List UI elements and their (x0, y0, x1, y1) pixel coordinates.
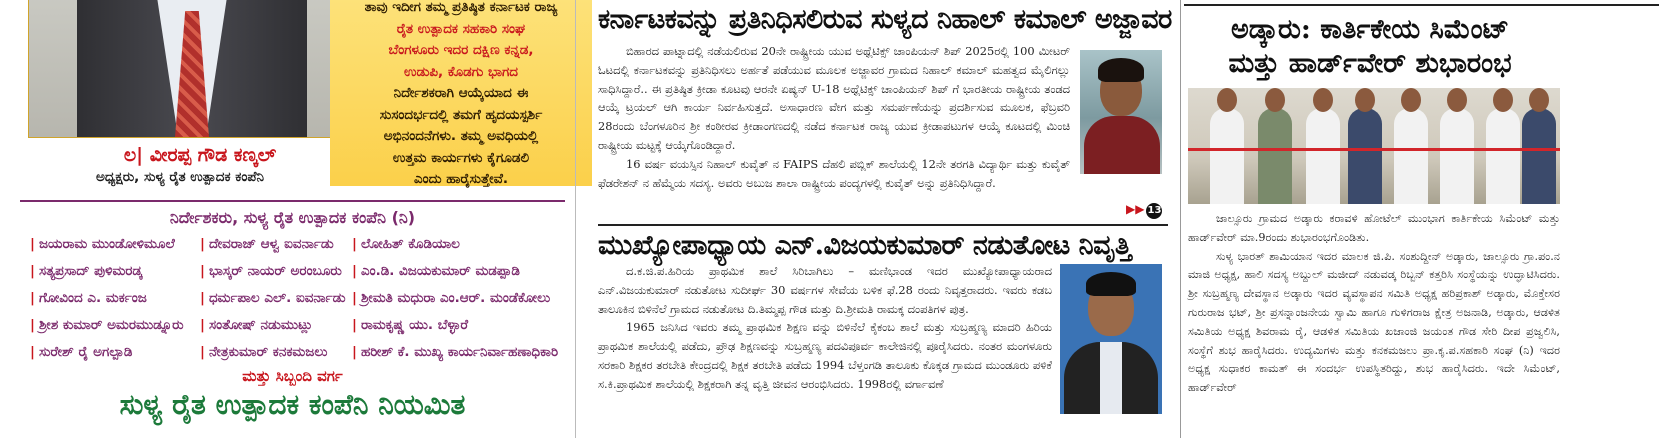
headmaster-photo (1060, 264, 1162, 414)
article-headline: ಮುಖ್ಯೋಪಾಧ್ಯಾಯ ಎನ್.ವಿಜಯಕುಮಾರ್ ನಡುತೋಟ ನಿವೃತ್ತಿ (598, 230, 1131, 261)
director-name: | ಲೋಹಿತ್ ಕೊಡಿಯಾಲ (352, 236, 460, 252)
article-headline: ಅಡ್ಕಾರು: ಕಾರ್ತಿಕೇಯ ಸಿಮೆಂಟ್ (1230, 14, 1510, 45)
article-body (1188, 210, 1560, 398)
director-name: | ಸುರೇಶ್ ರೈ ಅಗಲ್ಪಾಡಿ (30, 344, 132, 360)
company-name: ಸುಳ್ಯ ರೈತ ಉತ್ಪಾದಕ ಕಂಪೆನಿ ನಿಯಮಿತ (119, 388, 466, 421)
greeting-box (330, 0, 592, 186)
column-divider (575, 0, 576, 438)
greeting-line: ಸುಸಂದರ್ಭದಲ್ಲಿ ತಮಗೆ ಹೃದಯಸ್ಪರ್ಶಿ (379, 106, 543, 123)
shop-opening-article (1180, 0, 1661, 438)
article-headline: ಮತ್ತು ಹಾರ್ಡ್‌ವೇರ್ ಶುಭಾರಂಭ (1228, 48, 1512, 79)
article-paragraph: 1965 ಜನಿಸಿದ ಇವರು ತಮ್ಮ ಪ್ರಾಥಮಿಕ ಶಿಕ್ಷಣ ವನ್ನು ಬಿಳಿನೆಲೆ ಕೈಕಂಬ ಶಾಲೆ ಮತ್ತು ಸುಬ್ರಹ್ಮಣ್ಯ ಮಾದರಿ ಹಿರಿಯ ಪ್ರಾಥಮಿಕ ಶಾಲೆಯಲ್ಲಿ ಪಡೆದು, ಪ್ರೌಢ ಶಿಕ್ಷಣವನ್ನು ಸುಬ್ರಹ್ಮಣ್ಯ ಪದವಿಪೂರ್ವ ಕಾಲೇಜಿನಲ್ಲಿ ಪೂರೈಸಿದರು. ನಂತರ ಮಂಗಳೂರು ಸರಕಾರಿ ಶಿಕ್ಷಕರ ತರಬೇತಿ ಕೇಂದ್ರದಲ್ಲಿ ಶಿಕ್ಷಕ ತರಬೇತಿ ಪಡೆದು 1994 ಬೆಳ್ತಂಗಡಿ ತಾಲೂಕು ಕೊಕ್ಕಡ ಗ್ರಾಮದ ಮುಂಡೂರು ಪಳಿಕೆ ಸ.ಕಿ.ಪ್ರಾಥಮಿಕ ಶಾಲೆಯಲ್ಲಿ ಶಿಕ್ಷಕರಾಗಿ ತನ್ನ ವೃತ್ತಿ ಜೀವನ ಆರಂಭಿಸಿದರು. 1998ರಲ್ಲಿ ವರ್ಗಾವಣೆ (598, 320, 1052, 391)
director-name: | ದೇವರಾಜ್ ಆಳ್ವ ಐವರ್ನಾಡು (200, 236, 334, 252)
divider (20, 200, 565, 202)
greeting-line: ಅಭಿನಂದನೆಗಳು. ತಮ್ಮ ಅವಧಿಯಲ್ಲಿ (383, 128, 539, 144)
felicitation-advertisement (0, 0, 600, 438)
director-name: | ಜಯರಾಮ ಮುಂಡೋಳಿಮೂಲೆ (30, 236, 175, 252)
greeting-line: ತಾವು ಇದೀಗ ತಮ್ಮ ಪ್ರತಿಷ್ಠಿತ ಕರ್ನಾಟಕ ರಾಜ್ಯ (364, 0, 558, 15)
director-name: | ರಾಮಕೃಷ್ಣ ಯು. ಬೆಳ್ಳಾರೆ (352, 317, 468, 333)
greeting-line: ರೈತ ಉತ್ಪಾದಕ ಸಹಕಾರಿ ಸಂಘ (396, 20, 526, 37)
director-name: | ಸತ್ಯಪ್ರಸಾದ್ ಪುಳಿಮರಡ್ಕ (30, 263, 142, 279)
director-name: | ಶ್ರೀಮತಿ ಮಧುರಾ ಎಂ.ಆರ್. ಮಂಡೆಕೋಲು (352, 290, 550, 306)
greeting-line: ನಿರ್ದೇಶಕರಾಗಿ ಆಯ್ಕೆಯಾದ ಈ (393, 85, 529, 101)
continued-marker[interactable]: ▶▶ 13 (1126, 202, 1162, 219)
athlete-photo (1080, 50, 1162, 174)
top-rule (1184, 4, 1659, 6)
director-name: | ಸಂತೋಷ್ ನಡುಮುಟ್ಲು (200, 317, 313, 333)
director-name: | ನೇತ್ರಕುಮಾರ್ ಕನಕಮಜಲು (200, 344, 327, 360)
director-name: | ಎಂ.ಡಿ. ವಿಜಯಕುಮಾರ್ ಮಡಪ್ಪಾಡಿ (352, 263, 520, 279)
director-name: | ಶ್ರೀಶ ಕುಮಾರ್ ಅಮರಮುಡ್ನೂರು (30, 317, 184, 333)
director-name: | ಧರ್ಮಪಾಲ ಎಲ್. ಐವರ್ನಾಡು (200, 290, 346, 306)
inauguration-photo (1188, 88, 1560, 204)
director-name: | ಭಾಸ್ಕರ್ ನಾಯರ್ ಅರಂಬೂರು (200, 263, 342, 279)
director-name: | ಗೋವಿಂದ ಎ. ಮರ್ಕಂಜ (30, 290, 147, 306)
article-paragraph: ದ.ಕ.ಜಿ.ಪ.ಹಿರಿಯ ಪ್ರಾಥಮಿಕ ಶಾಲೆ ಸಿರಿಬಾಗಿಲು – ಮಣಿಭಾಂಡ ಇದರ ಮುಖ್ಯೋಪಾಧ್ಯಾಯರಾದ ಎನ್.ವಿಜಯಕುಮಾರ್ ನಡುತೋಟ ಸುದೀರ್ಘ 30 ವರ್ಷಗಳ ಸೇವೆಯ ಬಳಿಕ ಫೆ.28 ರಂದು ನಿವೃತ್ತರಾದರು. ಇವರು ಕಡಬ ತಾಲೂಕಿನ ಬಿಳಿನೆಲೆ ಗ್ರಾಮದ ನಡುತೋಟ ದಿ.ತಿಮ್ಮಪ್ಪ ಗೌಡ ಮತ್ತು ದಿ.ಶ್ರೀಮತಿ ರಾಮಕ್ಕ ದಂಪತಿಗಳ ಪುತ್ರ. (598, 264, 1052, 316)
greeting-line: ಉತ್ತಮ ಕಾರ್ಯಗಳು ಕೈಗೂಡಲಿ (392, 149, 530, 166)
article-paragraph: ಜಾಲ್ಸೂರು ಗ್ರಾಮದ ಅಡ್ಕಾರು ಕರಾವಳಿ ಹೋಟೆಲ್ ಮುಂಭಾಗ ಕಾರ್ತಿಕೇಯ ಸಿಮೆಂಟ್ ಮತ್ತು ಹಾರ್ಡ್‌ವೇರ್ ಮಾ.9ರಂದು ಶುಭಾರಂಭಗೊಂಡಿತು. (1188, 212, 1560, 244)
honoree-role: ಅಧ್ಯಕ್ಷರು, ಸುಳ್ಯ ರೈತ ಉತ್ಪಾದಕ ಕಂಪೆನಿ (95, 169, 265, 185)
article-paragraph: 16 ವರ್ಷ ವಯಸ್ಸಿನ ನಿಹಾಲ್ ಕುವೈತ್ ನ FAIPS ದೆಹಲಿ ಪಬ್ಲಿಕ್ ಶಾಲೆಯಲ್ಲಿ 12ನೇ ತರಗತಿ ವಿದ್ಯಾರ್ಥಿ ಮತ್ತು ಕುವೈತ್ ಫೆಡರೇಶನ್ ನ ಹೆಮ್ಮೆಯ ಸದಸ್ಯ. ಅವರು ಅಬುಜ ಶಾಲಾ ರಾಷ್ಟ್ರೀಯ ಪಂದ್ಯಗಳಲ್ಲಿ ಕುವೈತ್ ಅನ್ನು ಪ್ರತಿನಿಧಿಸಿದ್ದಾರೆ. (598, 156, 1070, 190)
staff-line: ಮತ್ತು ಸಿಬ್ಬಂದಿ ವರ್ಗ (242, 367, 343, 385)
article-divider (598, 224, 1168, 226)
article-paragraph: ಸುಳ್ಯ ಭಾರತ್ ಶಾಮಿಯಾನ ಇದರ ಮಾಲಕ ಜಿ.ಪಿ. ಸಂಶುದ್ದೀನ್ ಅಡ್ಕಾರು, ಜಾಲ್ಸೂರು ಗ್ರಾ.ಪಂ.ನ ಮಾಜಿ ಅಧ್ಯಕ್ಷ, ಹಾಲಿ ಸದಸ್ಯ ಅಬ್ದುಲ್ ಮಜೀದ್ ನಡುವಡ್ಕ ರಿಬ್ಬನ್ ಕತ್ತರಿಸಿ ಸಂಸ್ಥೆಯನ್ನು ಉದ್ಘಾಟಿಸಿದರು. ಶ್ರೀ ಸುಬ್ರಹ್ಮಣ್ಯ ದೇವಸ್ಥಾನ ಅಡ್ಕಾರು ಇದರ ವ್ಯವಸ್ಥಾಪನ ಸಮಿತಿ ಅಧ್ಯಕ್ಷ ಹರಿಪ್ರಕಾಶ್ ಅಡ್ಕಾರು, ಮೊಕ್ತೇಸರ ಗುರುರಾಜ ಭಟ್, ಶ್ರೀ ಪ್ರಸನ್ನಾಂಜನೇಯ ಸ್ವಾಮಿ ಹಾಗೂ ಗುಳಿಗರಾಜ ಕ್ಷೇತ್ರ ಅಜನಾಡಿ, ಅಡ್ಕಾರು, ಆಡಳಿತ ಸಮಿತಿಯ ಅಧ್ಯಕ್ಷ ಶಿವರಾಮ ರೈ, ಆಡಳಿತ ಸಮಿತಿಯ ಖಜಾಂಜಿ ಜಯಂತ ಗೌಡ ಸೇರಿ ದೀಪ ಪ್ರಜ್ವಲಿಸಿ, ಸಂಸ್ಥೆಗೆ ಶುಭ ಹಾರೈಸಿದರು. ಉದ್ಯಮಿಗಳು ಮತ್ತು ಕನಕಮಜಲು ಪ್ರಾ.ಕೃ.ಪ.ಸಹಕಾರಿ ಸಂಘ (ನಿ) ಇದರ ಅಧ್ಯಕ್ಷ ಸುಧಾಕರ ಕಾಮತ್ ಈ ಸಂದರ್ಭ ಉಪಸ್ಥಿತರಿದ್ದು, ಶುಭ ಹಾರೈಸಿದರು. ಇದೇ ಸಿಮೆಂಟ್, ಹಾರ್ಡ್‌ವೇರ್ (1188, 249, 1560, 395)
honoree-name: ಲ| ವೀರಪ್ಪ ಗೌಡ ಕಣ್ಕಲ್ (123, 144, 277, 166)
continued-page: 13 (1146, 203, 1162, 219)
greeting-line: ಉಡುಪಿ, ಕೊಡಗು ಭಾಗದ (403, 63, 518, 80)
greeting-line: ಬೆಂಗಳೂರು ಇದರ ದಕ್ಷಿಣ ಕನ್ನಡ, (388, 42, 534, 58)
article-paragraph: ಬಿಹಾರದ ಪಾಟ್ನಾದಲ್ಲಿ ನಡೆಯಲಿರುವ 20ನೇ ರಾಷ್ಟ್ರೀಯ ಯುವ ಅಥ್ಲೆಟಿಕ್ಸ್ ಚಾಂಪಿಯನ್ ಶಿಪ್ 2025ರಲ್ಲಿ 100 ಮೀಟರ್ ಓಟದಲ್ಲಿ ಕರ್ನಾಟಕವನ್ನು ಪ್ರತಿನಿಧಿಸಲು ಅರ್ಹತೆ ಪಡೆಯುವ ಮೂಲಕ ಅಜ್ಜಾವರ ಗ್ರಾಮದ ನಿಹಾಲ್ ಕಮಾಲ್ ಮಹತ್ವದ ಮೈಲಿಗಲ್ಲು ಸಾಧಿಸಿದ್ದಾರೆ.. ಈ ಪ್ರತಿಷ್ಠಿತ ಕ್ರೀಡಾ ಕೂಟವು ಆರನೇ ಏಷ್ಯನ್ U-18 ಅಥ್ಲೆಟಿಕ್ಸ್ ಚಾಂಪಿಯನ್ ಶಿಪ್ ಗೆ ಭಾರತೀಯ ರಾಷ್ಟ್ರೀಯ ತಂಡದ ಆಯ್ಕೆ ಟ್ರಯಲ್ ಆಗಿ ಕಾರ್ಯ ನಿರ್ವಹಿಸುತ್ತದೆ. ಅಸಾಧಾರಣ ವೇಗ ಮತ್ತು ಸಮರ್ಪಣೆಯನ್ನು ಪ್ರದರ್ಶಿಸುವ ಮೂಲಕ, ಫೆಬ್ರವರಿ 28ರಂದು ಬೆಂಗಳೂರಿನ ಶ್ರೀ ಕಂಠೀರವ ಕ್ರೀಡಾಂಗಣದಲ್ಲಿ ನಡೆದ ಕರ್ನಾಟಕ ರಾಜ್ಯ ಯುವ ಕ್ರೀಡಾಪಟುಗಳ ಆಯ್ಕೆ ಕೂಟದಲ್ಲಿ ಮಿಂಚಿ ರಾಷ್ಟ್ರೀಯ ಮಟ್ಟಕ್ಕೆ ಆಯ್ಕೆಗೊಂಡಿದ್ದಾರೆ. (598, 44, 1070, 152)
article-headline: ಕರ್ನಾಟಕವನ್ನು ಪ್ರತಿನಿಧಿಸಲಿರುವ ಸುಳ್ಯದ ನಿಹಾಲ್ ಕಮಾಲ್ ಅಜ್ಜಾವರ (598, 4, 1172, 35)
greeting-line: ಎಂದು ಹಾರೈಸುತ್ತೇವೆ. (413, 171, 509, 187)
column-divider (1180, 0, 1181, 438)
article-body (598, 262, 1052, 394)
portrait-photo (28, 0, 348, 138)
news-column (590, 0, 1175, 438)
directors-heading: ನಿರ್ದೇಶಕರು, ಸುಳ್ಯ ರೈತ ಉತ್ಪಾದಕ ಕಂಪೆನಿ (ನಿ) (169, 208, 416, 227)
article-body (598, 42, 1070, 192)
director-name: | ಹರೀಶ್ ಕೆ. ಮುಖ್ಯ ಕಾರ್ಯನಿರ್ವಾಹಣಾಧಿಕಾರಿ (352, 344, 558, 360)
